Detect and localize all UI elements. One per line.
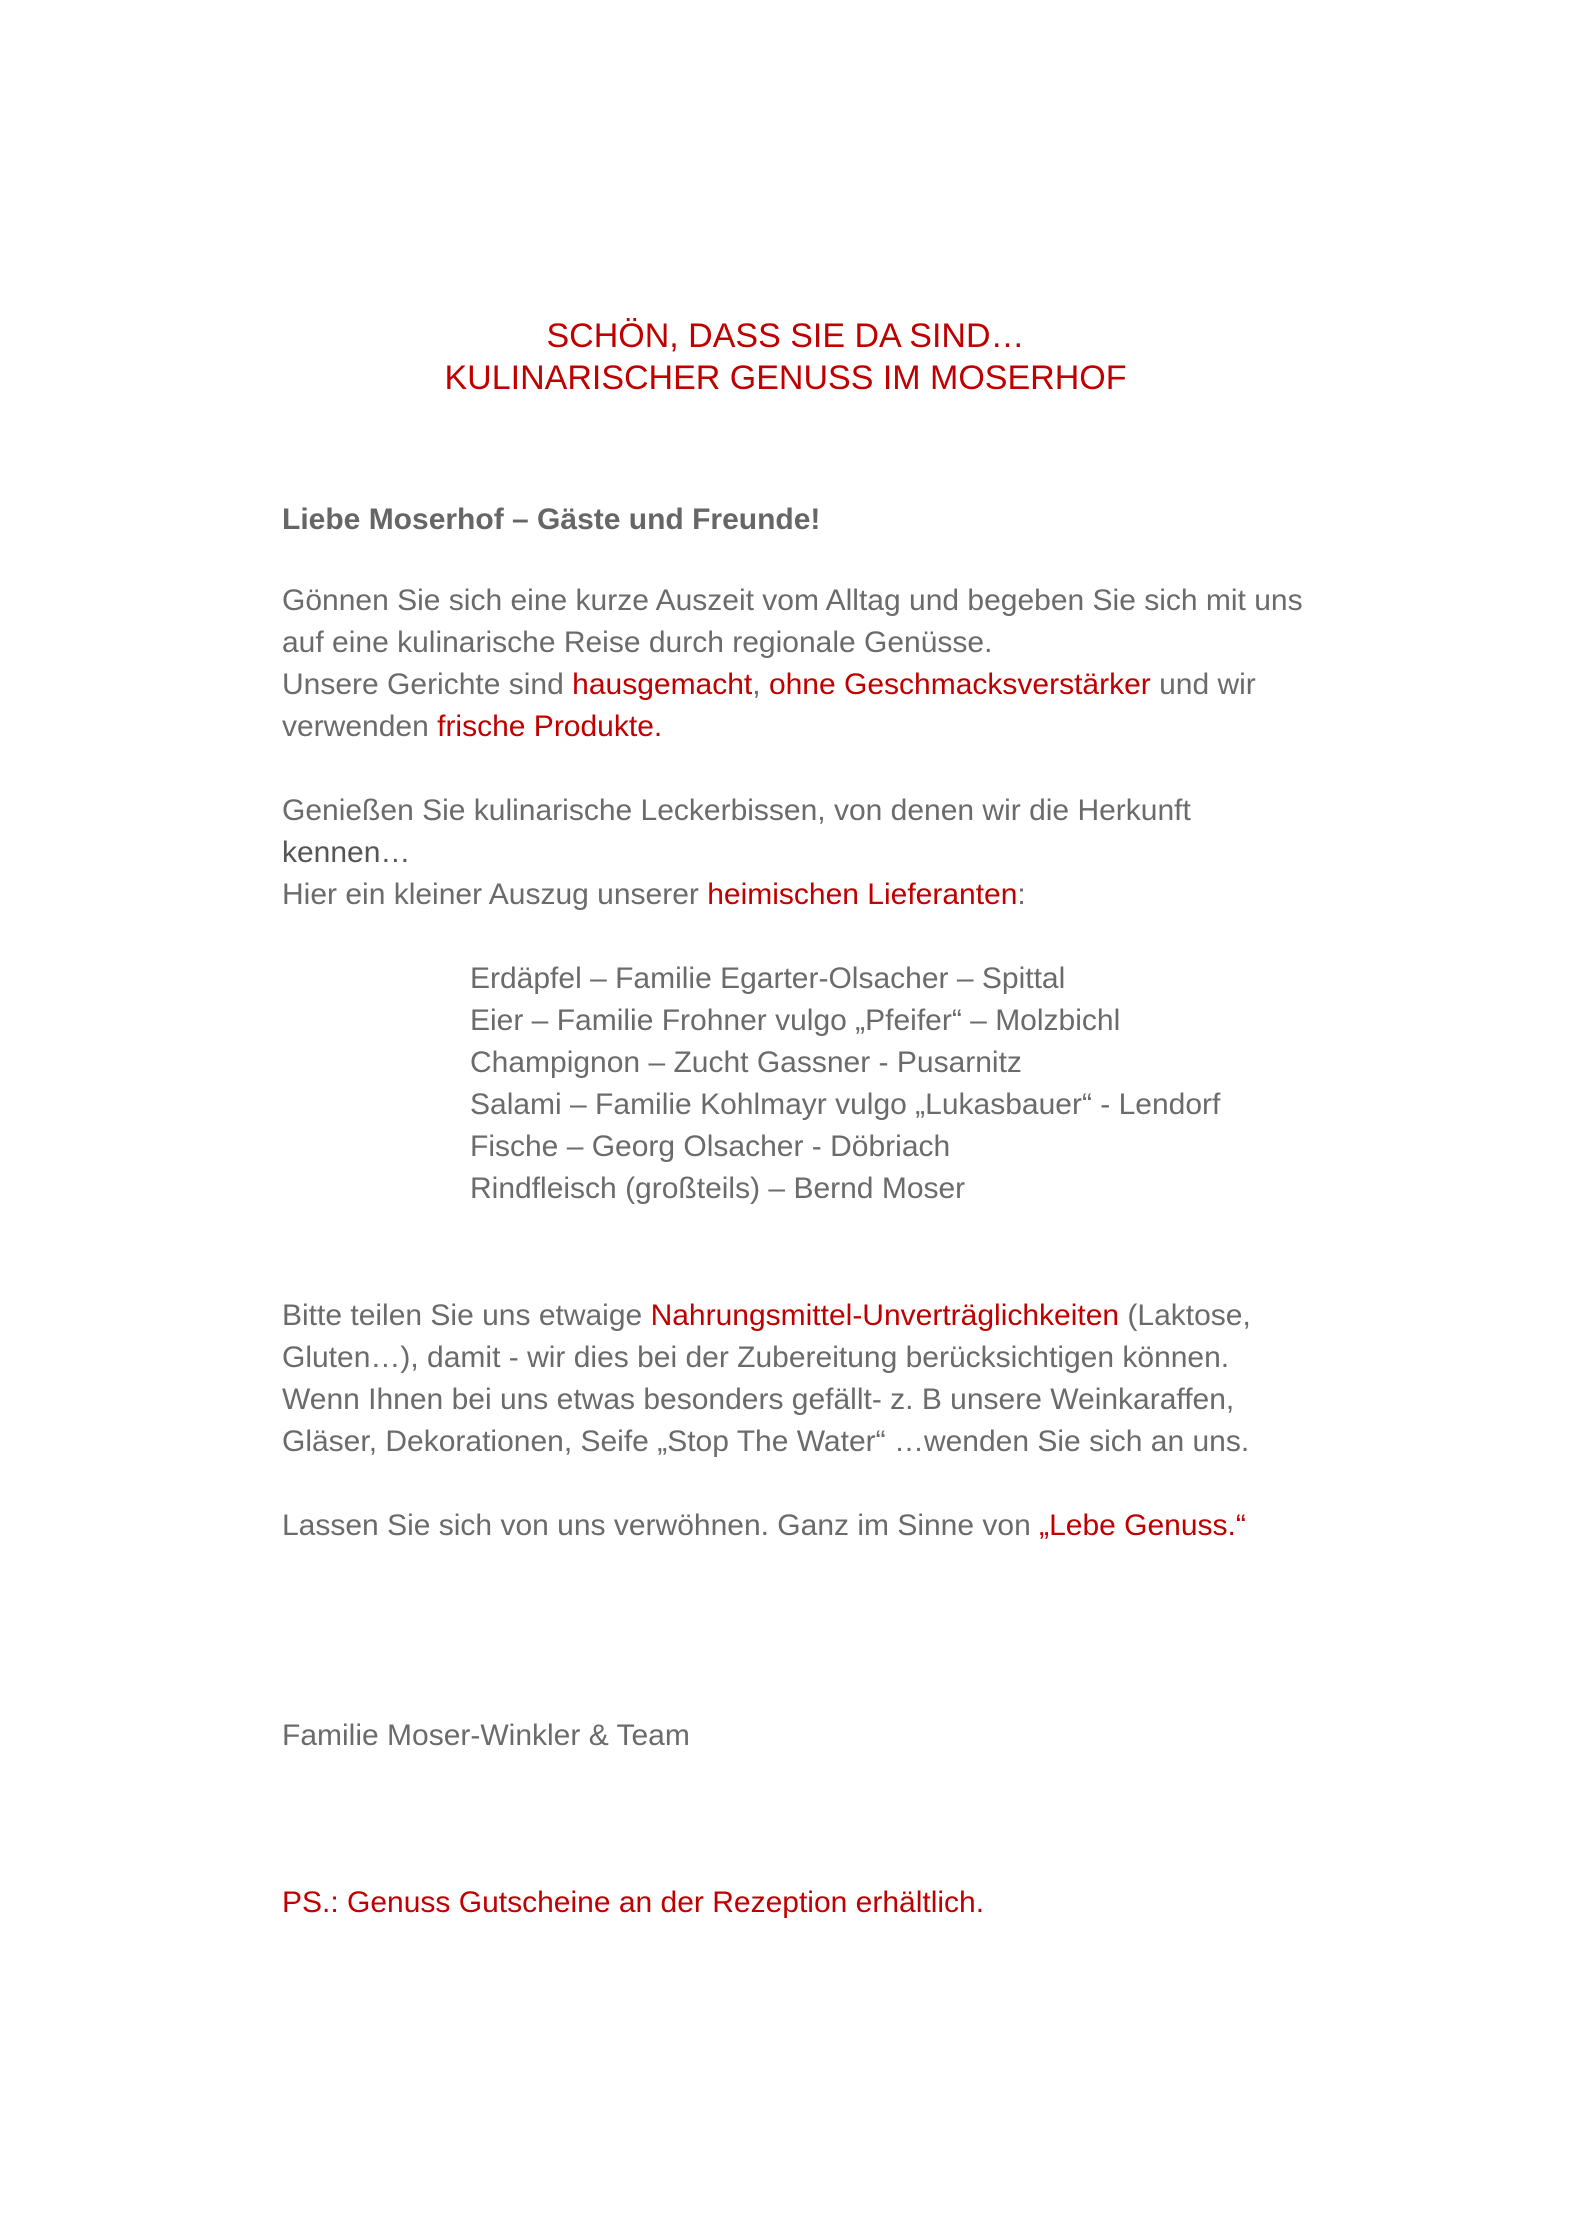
intro-paragraph (282, 580, 1392, 748)
intolerance-paragraph (282, 1295, 1392, 1463)
herkunft-line-3 (282, 874, 1392, 916)
document-title (0, 315, 1571, 399)
intolerance-text-end: (Laktose, (1119, 1299, 1251, 1332)
intolerance-line-1 (282, 1295, 1392, 1337)
highlight-ohne-geschmacksverstaerker: ohne Geschmacksverstärker (768, 668, 1151, 701)
title-line-1: SCHÖN, DASS SIE DA SIND… (546, 317, 1025, 355)
intolerance-line-3: Wenn Ihnen bei uns etwas besonders gefällt- z. B unsere Weinkaraffen, (282, 1383, 1235, 1416)
closing-line (282, 1505, 1392, 1547)
supplier-item: Eier – Familie Frohner vulgo „Pfeifer“ – Molzbichl (470, 1004, 1121, 1037)
supplier-item: Salami – Familie Kohlmayr vulgo „Lukasbauer“ - Lendorf (470, 1088, 1221, 1121)
intro-line-3 (282, 664, 1392, 706)
closing-paragraph (282, 1505, 1392, 1547)
highlight-hausgemacht: hausgemacht (572, 668, 753, 701)
supplier-item: Champignon – Zucht Gassner - Pusarnitz (470, 1046, 1022, 1079)
intro-line-2: auf eine kulinarische Reise durch regionale Genüsse. (282, 626, 993, 659)
intro-line-1: Gönnen Sie sich eine kurze Auszeit vom Alltag und begeben Sie sich mit uns (282, 584, 1303, 617)
herkunft-text: Hier ein kleiner Auszug unserer (282, 878, 708, 911)
intro-line-4 (282, 706, 1392, 748)
supplier-item: Erdäpfel – Familie Egarter-Olsacher – Spittal (470, 962, 1066, 995)
greeting: Liebe Moserhof – Gäste und Freunde! (282, 503, 821, 536)
intro-text-verwenden: verwenden (282, 710, 438, 743)
supplier-list (470, 958, 1220, 1210)
title-line-2: KULINARISCHER GENUSS IM MOSERHOF (444, 359, 1127, 397)
intro-separator: , (752, 668, 769, 701)
herkunft-paragraph (282, 790, 1392, 916)
supplier-item: Fische – Georg Olsacher - Döbriach (470, 1130, 951, 1163)
supplier-item: Rindfleisch (großteils) – Bernd Moser (470, 1172, 966, 1205)
closing-text: Lassen Sie sich von uns verwöhnen. Ganz im Sinne von (282, 1509, 1040, 1542)
intolerance-text: Bitte teilen Sie uns etwaige (282, 1299, 651, 1332)
herkunft-colon: : (1017, 878, 1026, 911)
highlight-nahrungsmittel: Nahrungsmittel-Unverträglichkeiten (650, 1299, 1120, 1332)
intolerance-line-4: Gläser, Dekorationen, Seife „Stop The Water“ …wenden Sie sich an uns. (282, 1425, 1250, 1458)
intro-text-end: und wir (1150, 668, 1256, 701)
intolerance-line-2: Gluten…), damit - wir dies bei der Zubereitung berücksichtigen können. (282, 1341, 1230, 1374)
intro-text: Unsere Gerichte sind (282, 668, 573, 701)
highlight-lebe-genuss: „Lebe Genuss.“ (1039, 1509, 1246, 1542)
highlight-heimische-lieferanten: heimischen Lieferanten (707, 878, 1018, 911)
signature: Familie Moser-Winkler & Team (282, 1719, 690, 1752)
herkunft-line-2: kennen… (282, 836, 411, 869)
postscript: PS.: Genuss Gutscheine an der Rezeption erhältlich. (282, 1886, 985, 1919)
herkunft-line-1: Genießen Sie kulinarische Leckerbissen, von denen wir die Herkunft (282, 794, 1191, 827)
highlight-frische-produkte: frische Produkte. (437, 710, 663, 743)
